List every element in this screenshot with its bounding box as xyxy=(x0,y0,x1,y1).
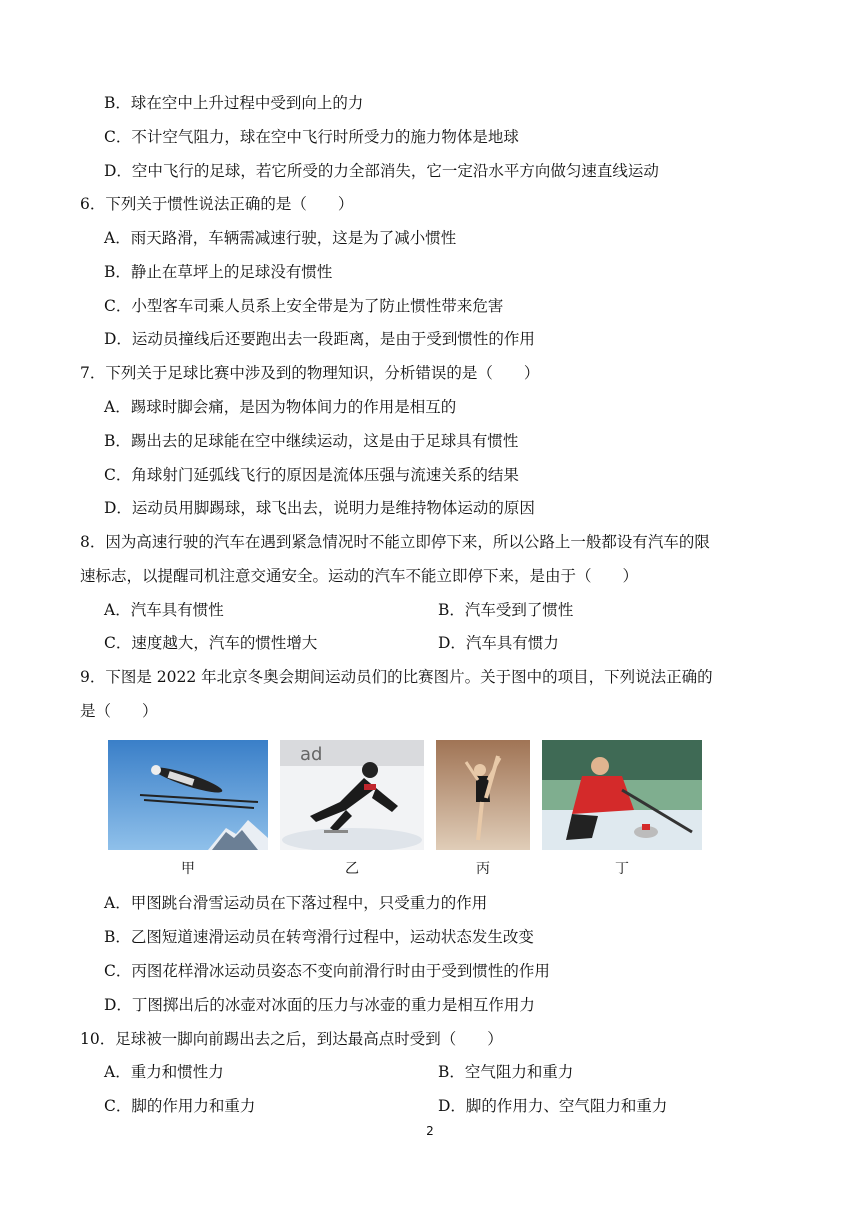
q7-option-a: A．踢球时脚会痛，是因为物体间力的作用是相互的 xyxy=(104,398,457,416)
caption-bing: 丙 xyxy=(476,861,490,877)
photo-figure-skating xyxy=(436,740,530,850)
photo-ski-jumping xyxy=(108,740,268,850)
q8-stem-line1: 8．因为高速行驶的汽车在遇到紧急情况时不能立即停下来，所以公路上一般都设有汽车的限 xyxy=(80,533,710,551)
page-number: 2 xyxy=(426,1124,434,1138)
q7-option-b: B．踢出去的足球能在空中继续运动，这是由于足球具有惯性 xyxy=(104,432,519,450)
caption-ding: 丁 xyxy=(615,861,629,877)
q7-option-c: C．角球射门延弧线飞行的原因是流体压强与流速关系的结果 xyxy=(104,466,519,484)
q10-option-b: B．空气阻力和重力 xyxy=(438,1063,574,1081)
q6-option-c: C．小型客车司乘人员系上安全带是为了防止惯性带来危害 xyxy=(104,297,504,315)
q8-option-a: A．汽车具有惯性 xyxy=(104,601,224,619)
q10-stem: 10．足球被一脚向前踢出去之后，到达最高点时受到（ ） xyxy=(80,1030,503,1048)
q9-option-d: D．丁图掷出后的冰壶对冰面的压力与冰壶的重力是相互作用力 xyxy=(104,996,535,1014)
q9-option-c: C．丙图花样滑冰运动员姿态不变向前滑行时由于受到惯性的作用 xyxy=(104,962,550,980)
q10-option-a: A．重力和惯性力 xyxy=(104,1063,224,1081)
q8-option-b: B．汽车受到了惯性 xyxy=(438,601,574,619)
caption-jia: 甲 xyxy=(181,861,195,877)
q9-stem-line1: 9．下图是 2022 年北京冬奥会期间运动员们的比赛图片。关于图中的项目，下列说法正确的 xyxy=(80,668,713,686)
q7-stem: 7．下列关于足球比赛中涉及到的物理知识，分析错误的是（ ） xyxy=(80,364,540,382)
q8-option-c: C．速度越大，汽车的惯性增大 xyxy=(104,634,318,652)
q5-option-d: D．空中飞行的足球，若它所受的力全部消失，它一定沿水平方向做匀速直线运动 xyxy=(104,162,659,180)
q7-option-d: D．运动员用脚踢球，球飞出去，说明力是维持物体运动的原因 xyxy=(104,499,535,517)
caption-yi: 乙 xyxy=(345,861,359,877)
q10-option-d: D．脚的作用力、空气阻力和重力 xyxy=(438,1097,668,1115)
photo-short-track xyxy=(280,740,424,850)
q9-option-b: B．乙图短道速滑运动员在转弯滑行过程中，运动状态发生改变 xyxy=(104,928,534,946)
q6-stem: 6．下列关于惯性说法正确的是（ ） xyxy=(80,195,354,213)
svg-text:ad: ad xyxy=(300,744,323,765)
q6-option-b: B．静止在草坪上的足球没有惯性 xyxy=(104,263,333,281)
q8-stem-line2: 速标志，以提醒司机注意交通安全。运动的汽车不能立即停下来，是由于（ ） xyxy=(80,567,639,585)
q8-option-d: D．汽车具有惯力 xyxy=(438,634,559,652)
winter-olympics-photos xyxy=(104,740,704,877)
q5-option-c: C．不计空气阻力，球在空中飞行时所受力的施力物体是地球 xyxy=(104,128,519,146)
photo-curling xyxy=(542,740,702,850)
q5-option-b: B．球在空中上升过程中受到向上的力 xyxy=(104,94,364,112)
q9-option-a: A．甲图跳台滑雪运动员在下落过程中，只受重力的作用 xyxy=(104,894,488,912)
q10-option-c: C．脚的作用力和重力 xyxy=(104,1097,256,1115)
q9-stem-line2: 是（ ） xyxy=(80,702,158,720)
q6-option-d: D．运动员撞线后还要跑出去一段距离，是由于受到惯性的作用 xyxy=(104,330,535,348)
q6-option-a: A．雨天路滑，车辆需减速行驶，这是为了减小惯性 xyxy=(104,229,457,247)
